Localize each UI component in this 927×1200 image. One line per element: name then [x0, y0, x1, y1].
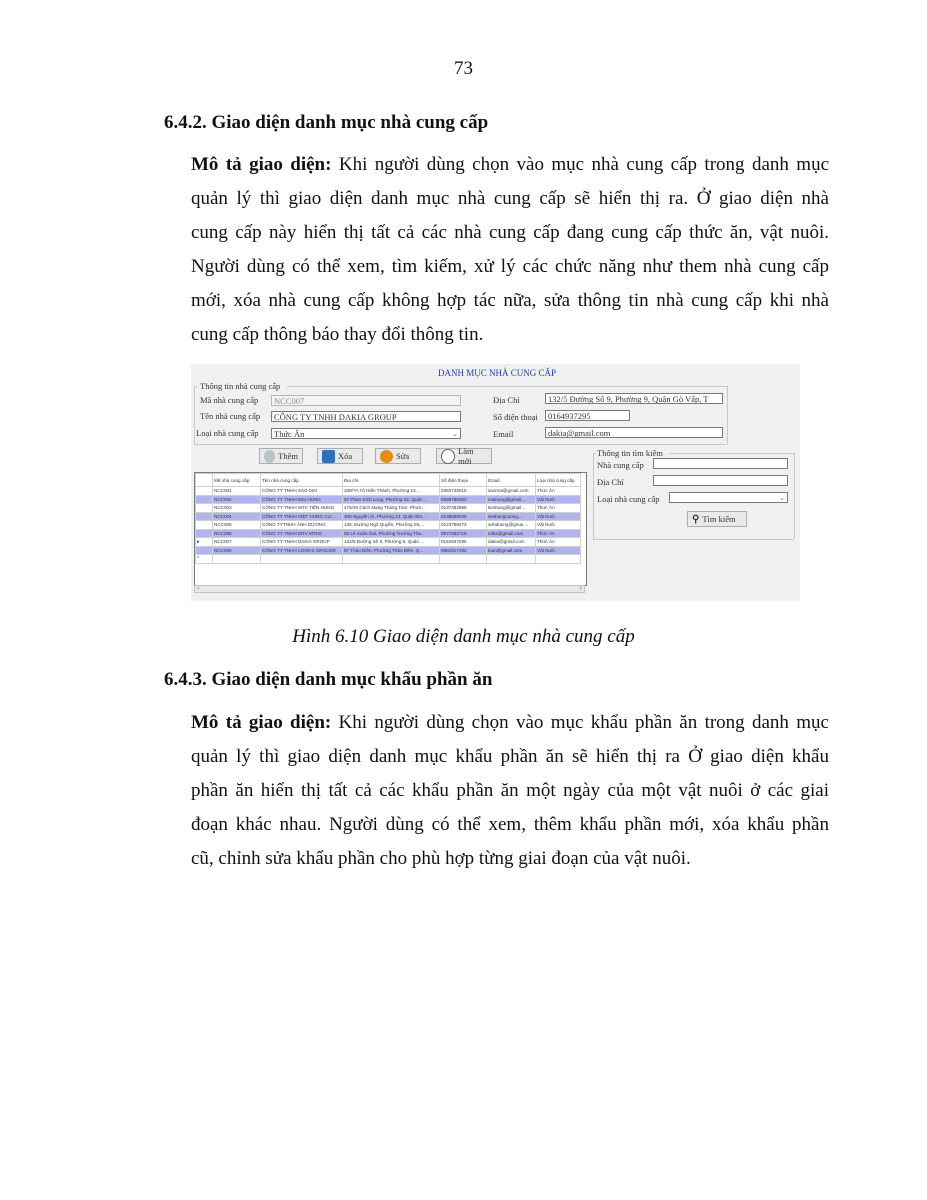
table-row[interactable]	[196, 487, 581, 496]
table-cell[interactable]: saomai@gmail.com	[487, 487, 536, 496]
column-header[interactable]: Địa chỉ	[343, 474, 440, 487]
reset-label: Làm mới	[458, 446, 474, 466]
row-header[interactable]	[196, 546, 213, 555]
add-button[interactable]	[259, 448, 303, 464]
desc-label: Mô tả giao diện:	[191, 154, 332, 175]
add-label: Thêm	[278, 451, 298, 461]
page-number: 73	[454, 58, 473, 79]
table-cell[interactable]: CÔNG TY TNHH DAKIA GROUP	[261, 538, 343, 547]
diachi-field[interactable]: 132/5 Đường Số 9, Phường 9, Quận Gò Vấp, T	[545, 393, 723, 404]
table-cell[interactable]: 0164937295	[440, 538, 487, 547]
table-cell[interactable]: mtks@gmail.com	[487, 529, 536, 538]
para-line: quản lý thì giao diện danh mục nhà cung cấp sẽ hiển thị ra. Ở giao diện nhà	[191, 188, 829, 209]
para-line	[191, 706, 829, 740]
table-cell[interactable]	[213, 555, 261, 564]
table-cell[interactable]: CÔNG TY TNHH LOAN'S GROCER	[261, 546, 343, 555]
row-header[interactable]	[196, 529, 213, 538]
loai-label: Loại nhà cung cấp	[196, 428, 259, 438]
table-cell[interactable]: 0123788473	[440, 521, 487, 530]
table-cell[interactable]: NCC005	[213, 521, 261, 530]
para-line	[191, 148, 829, 182]
horizontal-scrollbar[interactable]	[194, 585, 585, 593]
delete-button[interactable]	[317, 448, 363, 464]
supplier-description	[191, 148, 829, 352]
table-cell[interactable]	[536, 555, 581, 564]
table-cell[interactable]: 05 Lê Xuân Oai, Phường Trường Tha...	[343, 529, 440, 538]
search-button[interactable]	[687, 511, 747, 527]
table-cell[interactable]: 0138559208	[440, 512, 487, 521]
info-group-label: Thông tin nhà cung cấp	[200, 381, 281, 391]
table-cell[interactable]: 0137382966	[440, 504, 487, 513]
table-cell[interactable]: NCC006	[213, 529, 261, 538]
para-line: cung cấp thông báo thay đổi thông tin.	[191, 324, 484, 345]
table-cell[interactable]	[487, 555, 536, 564]
section-heading-supplier: 6.4.2. Giao diện danh mục nhà cung cấp	[164, 112, 489, 133]
search-loai-select[interactable]	[669, 492, 788, 503]
table-cell[interactable]: Thức Ăn	[536, 538, 581, 547]
table-cell[interactable]: CÔNG TYTNHH ÁNH DƯƠNG	[261, 521, 343, 530]
table-cell[interactable]: Vật Nuôi	[536, 546, 581, 555]
para-line: đoạn khác nhau. Người dùng có thể xem, thêm khẩu phần mới, xóa khẩu phần	[191, 814, 829, 835]
plus-icon	[264, 450, 275, 463]
sdt-label: Số điện thoại	[493, 412, 538, 422]
new-row[interactable]	[196, 555, 581, 564]
para-text: Khi người dùng chọn vào mục khẩu phần ăn trong danh mục	[331, 712, 829, 733]
table-cell[interactable]: 0977262715	[440, 529, 487, 538]
supplier-form-screenshot	[191, 364, 800, 601]
ration-description	[191, 706, 829, 876]
loai-value: Thức Ăn	[274, 429, 305, 439]
grid-header-row	[196, 474, 581, 487]
table-cell[interactable]	[440, 555, 487, 564]
table-cell[interactable]: NCC007	[213, 538, 261, 547]
diachi-label: Địa Chỉ	[493, 395, 520, 405]
table-cell[interactable]: Thức Ăn	[536, 504, 581, 513]
search-diachi-label: Địa Chỉ	[597, 477, 624, 487]
loai-select[interactable]	[271, 428, 461, 439]
scroll-right-icon[interactable]: ›	[579, 584, 582, 592]
delete-label: Xóa	[338, 451, 353, 461]
table-cell[interactable]: 0985788362	[440, 495, 487, 504]
table-cell[interactable]: NCC004	[213, 512, 261, 521]
table-cell[interactable]: Vật Nuôi	[536, 521, 581, 530]
chevron-down-icon: ⌄	[779, 494, 785, 502]
trash-icon	[322, 450, 335, 463]
table-row[interactable]	[196, 495, 581, 504]
table-cell[interactable]: 0982517492	[440, 546, 487, 555]
row-header[interactable]: ▸	[196, 538, 213, 547]
row-header[interactable]	[196, 487, 213, 496]
ma-field[interactable]: NCC007	[271, 395, 461, 406]
sdt-field[interactable]: 0164937295	[545, 410, 630, 421]
scroll-left-icon[interactable]: ‹	[197, 584, 200, 592]
table-cell[interactable]: 475/26 Cách Mạng Tháng Tám, Phườ...	[343, 504, 440, 513]
column-header[interactable]: Email	[487, 474, 536, 487]
column-header[interactable]: Mã nhà cung cấp	[213, 474, 261, 487]
column-header[interactable]: Số điện thoại	[440, 474, 487, 487]
para-line: quản lý thì giao diện danh mục khẩu phần ăn sẽ hiển thị ra Ở giao diện khẩu	[191, 746, 829, 767]
desc-label: Mô tả giao diện:	[191, 712, 332, 733]
form-title: DANH MỤC NHÀ CUNG CẤP	[438, 368, 557, 378]
search-button-label: Tìm kiếm	[702, 514, 736, 524]
para-line: mới, xóa nhà cung cấp không hợp tác nữa, sửa thông tin nhà cung cấp khi nhà	[191, 290, 829, 311]
ten-label: Tên nhà cung cấp	[200, 411, 261, 421]
para-text: Khi người dùng chọn vào mục nhà cung cấp trong danh mục	[331, 154, 829, 175]
table-row[interactable]	[196, 512, 581, 521]
table-row[interactable]	[196, 504, 581, 513]
table-cell[interactable]: dakia@gmail.com	[487, 538, 536, 547]
search-ncc-input[interactable]	[653, 458, 788, 469]
table-cell[interactable]: NCC003	[213, 504, 261, 513]
table-row[interactable]	[196, 546, 581, 555]
table-row[interactable]	[196, 538, 581, 547]
para-line: cung cấp này hiển thị tất cả các nhà cung cấp đang cung cấp thức ăn, vật nuôi.	[191, 222, 829, 243]
row-header[interactable]: *	[196, 555, 213, 564]
table-cell[interactable]: CÔNG TY TNHH SAO MAI	[261, 487, 343, 496]
table-cell[interactable]: CÔNG TY TNHH MAI HÙNG	[261, 495, 343, 504]
table-cell[interactable]: Vật Nuôi	[536, 512, 581, 521]
table-cell[interactable]: CÔNG TY TNHH MTV MTKS	[261, 529, 343, 538]
table-cell[interactable]: anhduong@gmai....	[487, 521, 536, 530]
table-cell[interactable]: CÔNG TY TNHH VIỆT HÙNG CƯ...	[261, 512, 343, 521]
table-cell[interactable]: NCC008	[213, 546, 261, 555]
table-cell[interactable]: tienhung@gmail....	[487, 504, 536, 513]
edit-label: Sửa	[396, 451, 410, 461]
table-cell[interactable]: viethungcuong....	[487, 512, 536, 521]
table-row[interactable]	[196, 529, 581, 538]
table-cell[interactable]: Thức Ăn	[536, 487, 581, 496]
edit-button[interactable]	[375, 448, 421, 464]
column-header[interactable]: Loại nhà cung cấp	[536, 474, 581, 487]
table-cell[interactable]	[261, 555, 343, 564]
table-cell[interactable]	[343, 555, 440, 564]
table-cell[interactable]: 132/5 Đường Số 9, Phường 9, Quận ...	[343, 538, 440, 547]
para-line: cũ, chỉnh sửa khẩu phần cho phù hợp từng giai đoạn của vật nuôi.	[191, 848, 691, 869]
ma-label: Mã nhà cung cấp	[200, 395, 259, 405]
row-header[interactable]	[196, 512, 213, 521]
reset-button[interactable]	[436, 448, 492, 464]
section-heading-ration: 6.4.3. Giao diện danh mục khẩu phần ăn	[164, 669, 493, 690]
row-header[interactable]	[196, 495, 213, 504]
search-loai-label: Loại nhà cung cấp	[597, 494, 660, 504]
table-cell[interactable]: 408 Nguyễn Xí, Phường 13, Quận Bìn...	[343, 512, 440, 521]
row-header-corner	[196, 474, 213, 487]
refresh-icon	[380, 450, 393, 463]
supplier-grid[interactable]	[194, 472, 587, 586]
table-cell[interactable]: 67 Phan Xích Long, Phường 02, Quận ...	[343, 495, 440, 504]
table-cell[interactable]: Thức Ăn	[536, 529, 581, 538]
row-header[interactable]	[196, 521, 213, 530]
table-cell[interactable]: NCC002	[213, 495, 261, 504]
table-row[interactable]	[196, 521, 581, 530]
table-cell[interactable]: maihung@gmail....	[487, 495, 536, 504]
column-header[interactable]: Tên nhà cung cấp	[261, 474, 343, 487]
email-field[interactable]: dakia@gmail.com	[545, 427, 723, 438]
table-cell[interactable]: Vật Nuôi	[536, 495, 581, 504]
row-header[interactable]	[196, 504, 213, 513]
chevron-down-icon: ⌄	[452, 430, 458, 438]
figure-caption: Hình 6.10 Giao diện danh mục nhà cung cấp	[292, 626, 635, 647]
ten-field[interactable]: CÔNG TY TNHH DAKIA GROUP	[271, 411, 461, 422]
search-group-label: Thông tin tìm kiếm	[597, 448, 663, 458]
table-cell[interactable]: 0383748015	[440, 487, 487, 496]
table-cell[interactable]: 135, Đường Ngô Quyền, Phường 06,...	[343, 521, 440, 530]
search-diachi-input[interactable]	[653, 475, 788, 486]
search-icon: ⚲	[692, 513, 700, 525]
email-label: Email	[493, 429, 514, 439]
table-cell[interactable]: 339/7A Tô Hiến Thành, Phường 13, ...	[343, 487, 440, 496]
table-cell[interactable]: loan@gmail.com	[487, 546, 536, 555]
search-ncc-label: Nhà cung cấp	[597, 460, 644, 470]
para-line: Người dùng có thể xem, tìm kiếm, xử lý các chức năng như them nhà cung cấp	[191, 256, 829, 277]
table-cell[interactable]: CÔNG TY TNHH MTV TIẾN HUNG	[261, 504, 343, 513]
new-icon	[441, 449, 455, 464]
table-cell[interactable]: NCC001	[213, 487, 261, 496]
table-cell[interactable]: 87 Thảo Điền, Phường Thảo Điền, Q...	[343, 546, 440, 555]
para-line: phần ăn hiển thị tất cả các khẩu phần ăn một ngày của một vật nuôi ở các giai	[191, 780, 829, 801]
